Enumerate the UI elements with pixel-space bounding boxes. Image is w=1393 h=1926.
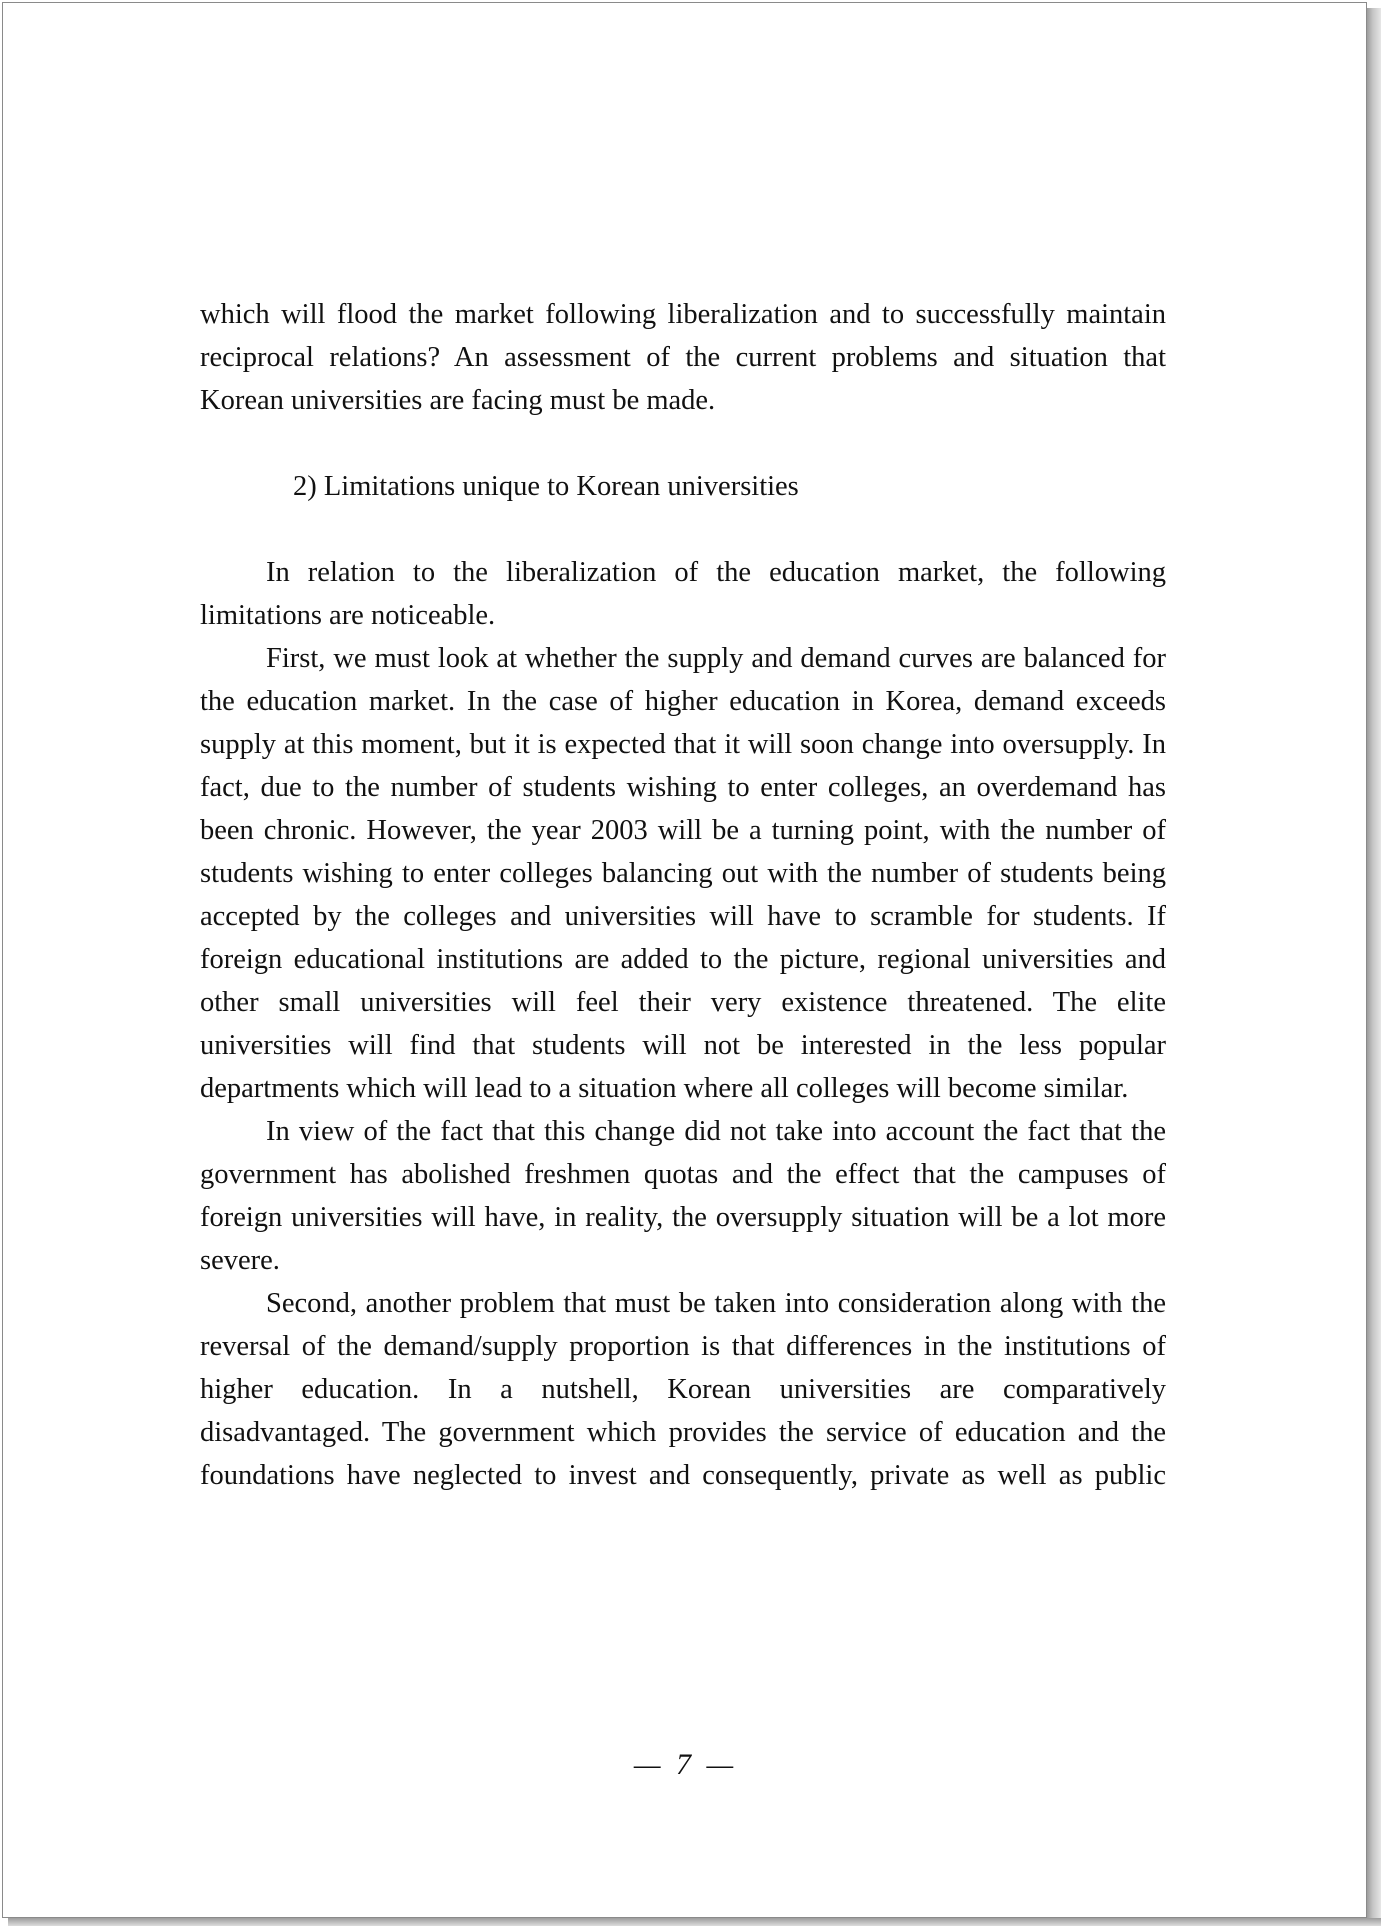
paragraph: Second, another problem that must be taken into consideration along with the reversal of the demand/supply proportion is that differences in the institutions of higher education. In a nutshell, Korean universities are comparatively disadvantaged. The government which provides the service of education and the foundations have neglected to invest and consequently, private as well as public <box>200 1288 1166 1491</box>
page-shadow-right <box>1367 8 1381 1922</box>
page-number: — 7 — <box>633 1748 738 1781</box>
document-page <box>2 2 1367 1918</box>
paragraph-continued: which will flood the market following liberalization and to successfully maintain reciprocal relations? An assessment of the current problems and situation that Korean universities are facing must be made. <box>200 299 1166 416</box>
page-body <box>200 293 1166 1497</box>
paragraph: In view of the fact that this change did not take into account the fact that the government has abolished freshmen quotas and the effect that the campuses of foreign universities will have, in reality, the oversupply situation will be a lot more severe. <box>200 1116 1166 1276</box>
paragraph: In relation to the liberalization of the education market, the following limitations are noticeable. <box>200 557 1166 631</box>
paragraph: First, we must look at whether the supply and demand curves are balanced for the education market. In the case of higher education in Korea, demand exceeds supply at this moment, but it is expected that it will soon change into oversupply. In fact, due to the number of students wishing to enter colleges, an overdemand has been chronic. However, the year 2003 will be a turning point, with the number of students wishing to enter colleges balancing out with the number of students being accepted by the colleges and universities will have to scramble for students. If foreign educational institutions are added to the picture, regional universities and other small universities will feel their very existence threatened. The elite universities will find that students will not be interested in the less popular departments which will lead to a situation where all colleges will become similar. <box>200 643 1166 1104</box>
section-heading: 2) Limitations unique to Korean universities <box>293 471 799 502</box>
page-shadow-bottom <box>8 1918 1381 1926</box>
